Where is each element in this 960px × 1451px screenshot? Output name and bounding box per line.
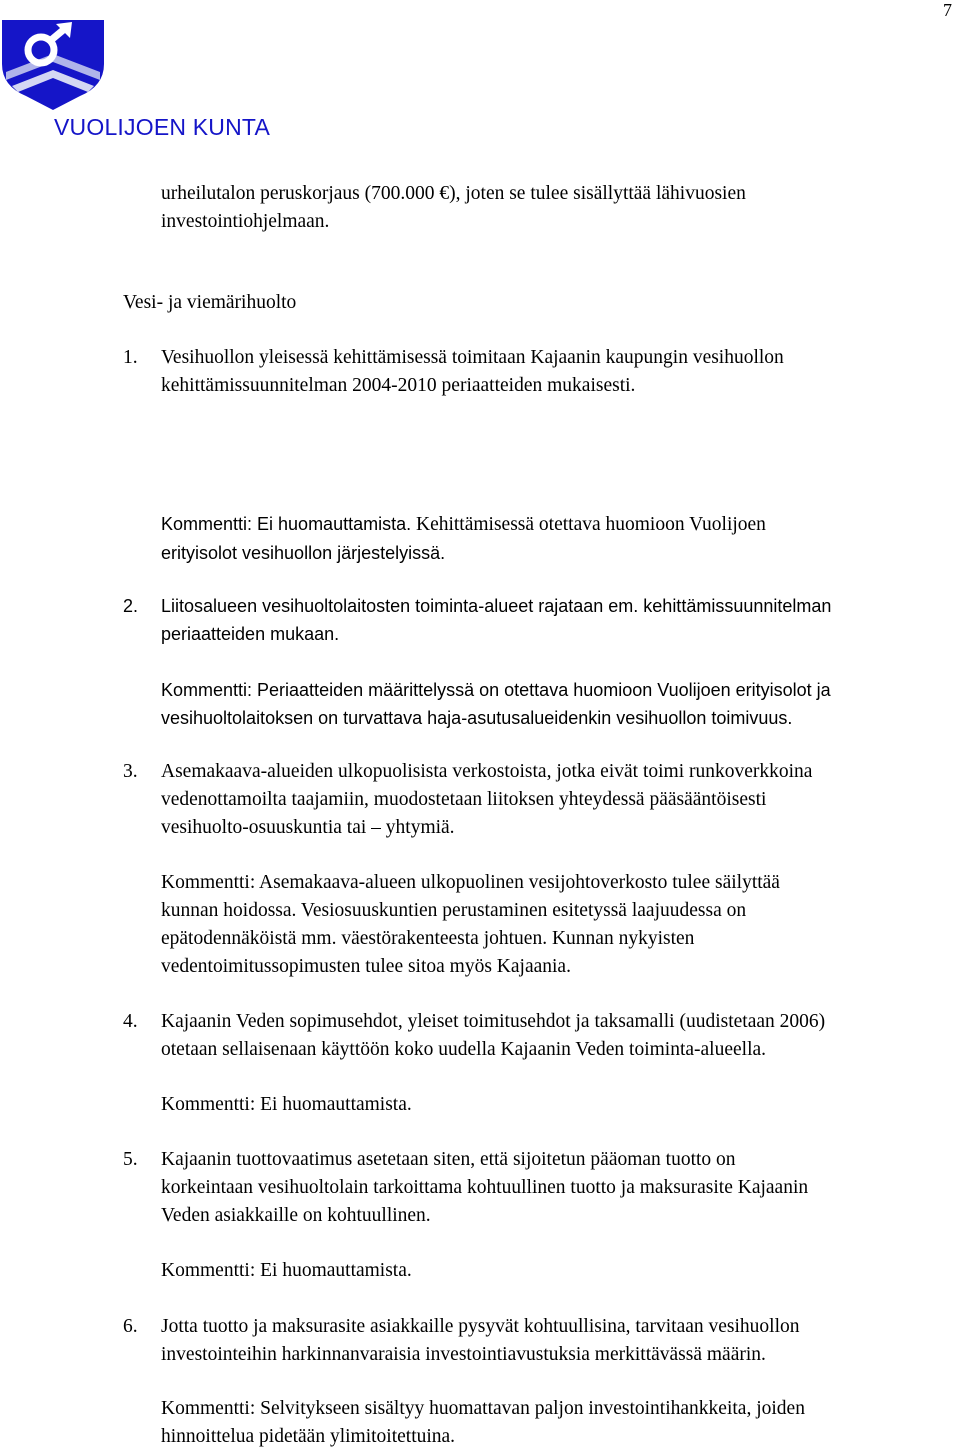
comment-block: [161, 1395, 805, 1451]
intro-paragraph: [161, 180, 746, 236]
item-text: [161, 592, 831, 648]
item-number: 4.: [123, 1011, 138, 1032]
comment-line: Kommentti: Ei huomauttamista.: [161, 1260, 412, 1281]
comment-line: hinnoittelua pidetään ylimitoitettuina.: [161, 1426, 456, 1447]
page-number: 7: [943, 0, 952, 20]
comment-line: Kommentti: Selvitykseen sisältyy huomattavan paljon investointihankkeita, joiden: [161, 1398, 805, 1419]
text-line: investointiohjelmaan.: [161, 211, 330, 232]
comment-line: [161, 510, 766, 539]
comment-line: Kommentti: Ei huomauttamista.: [161, 1094, 412, 1115]
comment-label: Kommentti: Ei huomauttamista.: [161, 514, 412, 534]
item-text: [161, 1008, 825, 1064]
text-line: vesihuolto-osuuskuntia tai – yhtymiä.: [161, 817, 455, 838]
text-line: Liitosalueen vesihuoltolaitosten toiminta-alueet rajataan em. kehittämissuunnitelman: [161, 596, 832, 616]
item-number: 1.: [123, 347, 138, 368]
section-heading: Vesi- ja viemärihuolto: [123, 292, 297, 313]
comment-line: kunnan hoidossa. Vesiosuuskuntien perustaminen esitetyssä laajuudessa on: [161, 900, 747, 921]
comment-text: Kehittämisessä otettava huomioon Vuolijoen: [411, 514, 766, 535]
municipal-crest-logo: [2, 20, 104, 110]
comment-line: epätodennäköistä mm. väestörakenteesta johtuen. Kunnan nykyisten: [161, 928, 695, 949]
item-number: 6.: [123, 1316, 138, 1337]
comment-line: vesihuoltolaitoksen on turvattava haja-asutusalueidenkin vesihuollon toimivuus.: [161, 708, 793, 728]
text-line: periaatteiden mukaan.: [161, 624, 340, 644]
item-text: [161, 758, 812, 842]
text-line: korkeintaan vesihuoltolain tarkoittama kohtuullinen tuotto ja maksurasite Kajaanin: [161, 1177, 809, 1198]
text-line: urheilutalon peruskorjaus (700.000 €), joten se tulee sisällyttää lähivuosien: [161, 183, 746, 204]
text-line: Asemakaava-alueiden ulkopuolisista verkostoista, jotka eivät toimi runkoverkkoina: [161, 761, 813, 782]
comment-line: Kommentti: Asemakaava-alueen ulkopuolinen vesijohtoverkosto tulee säilyttää: [161, 872, 780, 893]
text-line: Kajaanin tuottovaatimus asetetaan siten, että sijoitetun pääoman tuotto on: [161, 1149, 736, 1170]
text-line: kehittämissuunnitelman 2004-2010 periaatteiden mukaisesti.: [161, 375, 636, 396]
comment-block: [161, 1091, 412, 1119]
text-line: investointeihin harkinnanvaraisia investointiavustuksia merkittävässä määrin.: [161, 1344, 766, 1365]
text-line: Veden asiakkaille on kohtuullinen.: [161, 1205, 431, 1226]
crest-icon: [2, 20, 104, 110]
comment-line: vedentoimitussopimusten tulee sitoa myös Kajaania.: [161, 956, 571, 977]
organization-name: VUOLIJOEN KUNTA: [54, 114, 270, 140]
comment-block: [161, 676, 831, 732]
comment-block: [161, 1257, 412, 1285]
text-line: Kajaanin Veden sopimusehdot, yleiset toimitusehdot ja taksamalli (uudistetaan 2006): [161, 1011, 826, 1032]
item-number: 2.: [123, 596, 139, 616]
comment-line: erityisolot vesihuollon järjestelyissä.: [161, 543, 446, 563]
item-text: [161, 1313, 800, 1369]
text-line: Jotta tuotto ja maksurasite asiakkaille pysyvät kohtuullisina, tarvitaan vesihuollon: [161, 1316, 800, 1337]
comment-block: [161, 510, 766, 567]
item-text: [161, 344, 784, 400]
item-text: [161, 1146, 808, 1230]
comment-block: [161, 869, 780, 981]
item-number: 3.: [123, 761, 138, 782]
item-number: 5.: [123, 1149, 138, 1170]
comment-line: Kommentti: Periaatteiden määrittelyssä on otettava huomioon Vuolijoen erityisolot ja: [161, 680, 831, 700]
text-line: otetaan sellaisenaan käyttöön koko uudella Kajaanin Veden toiminta-alueella.: [161, 1039, 767, 1060]
text-line: vedenottamoilta taajamiin, muodostetaan liitoksen yhteydessä pääsääntöisesti: [161, 789, 767, 810]
text-line: Vesihuollon yleisessä kehittämisessä toimitaan Kajaanin kaupungin vesihuollon: [161, 347, 784, 368]
